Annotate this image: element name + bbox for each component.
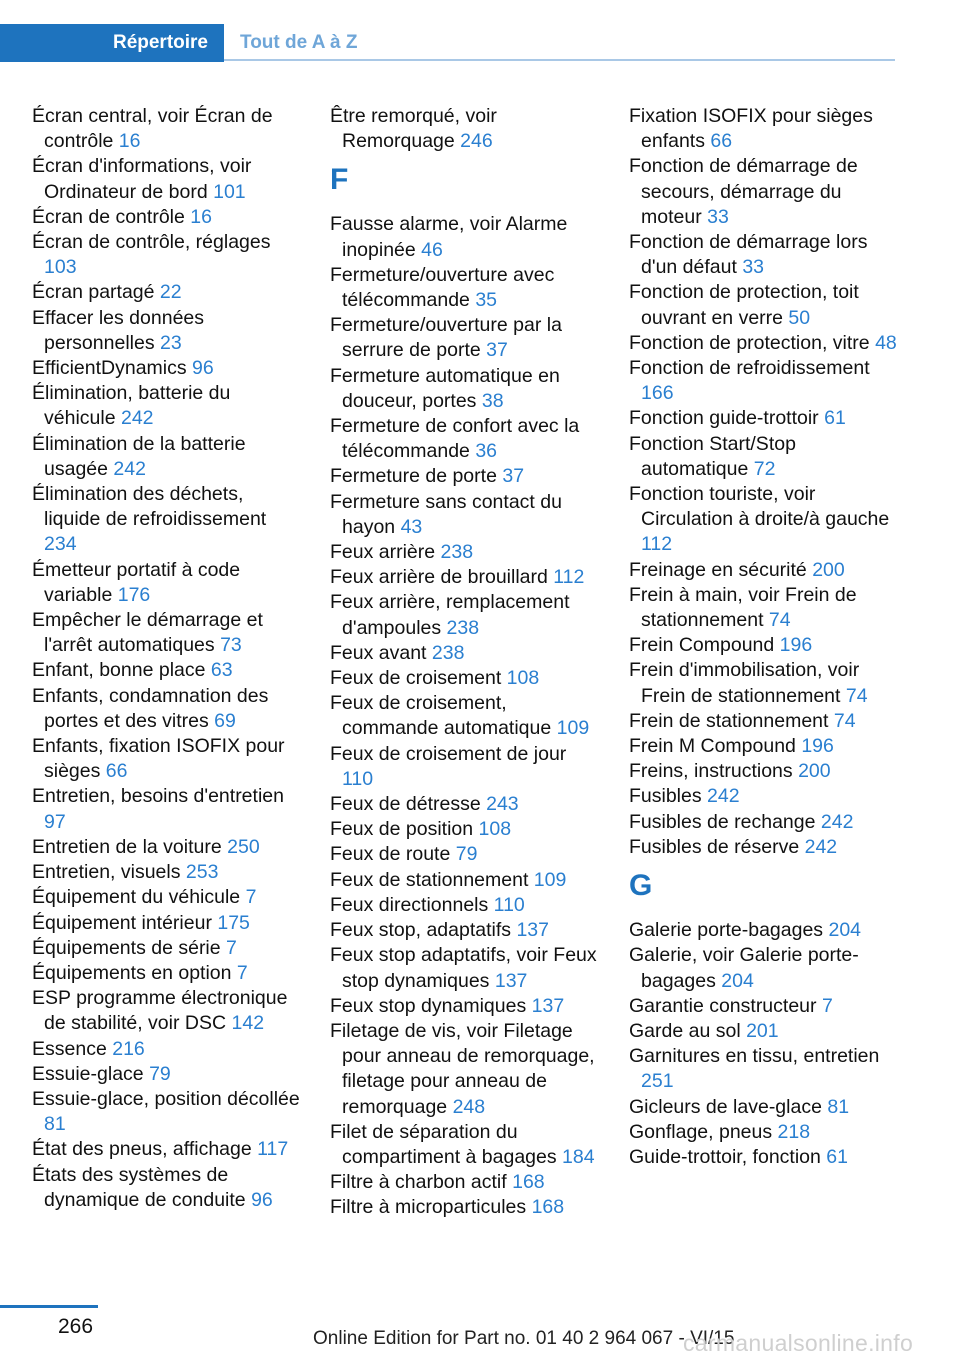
page-link[interactable]: 50 — [788, 306, 811, 329]
page-link[interactable]: 234 — [44, 533, 77, 556]
page-link[interactable]: 242 — [113, 457, 146, 480]
index-entry-text: Équipements en option — [32, 961, 232, 984]
page-link[interactable]: 110 — [493, 893, 525, 916]
index-entry — [629, 658, 901, 708]
page-link[interactable]: 112 — [553, 566, 585, 589]
page-link[interactable]: 97 — [44, 810, 66, 833]
index-entry — [32, 432, 304, 482]
page-link[interactable]: 184 — [562, 1145, 595, 1168]
index-entry — [330, 691, 602, 741]
index-entry — [629, 154, 901, 230]
index-entry — [330, 868, 602, 893]
index-entry — [330, 313, 602, 363]
page-link[interactable]: 79 — [149, 1062, 171, 1085]
page-link[interactable]: 201 — [746, 1019, 779, 1042]
index-entry-text: Entretien de la voiture — [32, 835, 222, 858]
index-entry-text: Garantie constructeur — [629, 994, 817, 1017]
page-link[interactable]: 35 — [475, 289, 498, 312]
index-entry-text: Fermeture/ouverture avec télécommande — [330, 263, 555, 312]
index-entry-text: Filetage de vis, voir Filetage pour anneau de remorquage, filetage pour anneau de remorquage — [330, 1019, 595, 1118]
index-entry — [32, 482, 304, 558]
page-link[interactable]: 96 — [192, 357, 214, 380]
index-entry-text: Frein à main, voir Frein de stationnement — [629, 583, 857, 632]
page-link[interactable]: 101 — [213, 180, 246, 203]
index-entry-text: Garde au sol — [629, 1019, 741, 1042]
index-entry-text: Enfants, fixation ISOFIX pour sièges — [32, 735, 285, 783]
page-link[interactable]: 74 — [833, 709, 856, 732]
index-entry-text: Fonction de protection, vitre — [629, 331, 870, 354]
index-entry-text: Entretien, visuels — [32, 861, 181, 884]
page-link[interactable]: 66 — [710, 130, 733, 153]
index-entry — [330, 414, 602, 464]
index-entry-text: Fonction touriste, voir Circulation à droite/à gauche — [629, 483, 890, 531]
index-entry-text: Fonction de protection, toit ouvrant en verre — [629, 281, 859, 329]
page-link[interactable]: 168 — [531, 1196, 565, 1219]
index-entry — [629, 280, 901, 330]
index-entry-text: Feux arrière, remplacement d'ampoules — [330, 591, 570, 639]
index-entry — [32, 381, 304, 431]
index-entry-text: Gonflage, pneus — [629, 1120, 773, 1143]
page-link[interactable]: 81 — [827, 1095, 850, 1118]
index-entry-text: Garnitures en tissu, entretien — [629, 1045, 880, 1068]
page-link[interactable]: 238 — [431, 641, 465, 664]
page-link[interactable]: 37 — [486, 339, 508, 362]
index-entry-text: Fausse alarme, voir Alarme inopinée — [330, 213, 568, 261]
index-entry-text: Feux de croisement — [330, 667, 502, 690]
index-entry — [32, 230, 304, 280]
page-link[interactable]: 43 — [400, 515, 423, 538]
page-link[interactable]: 137 — [494, 969, 528, 992]
index-entry-text: Écran central, voir Écran de contrôle — [32, 105, 273, 153]
index-column-1 — [32, 104, 304, 1213]
page-link[interactable]: 7 — [821, 994, 833, 1017]
index-entry — [32, 306, 304, 356]
index-entry — [330, 490, 602, 540]
page-link[interactable]: 7 — [226, 936, 237, 959]
page-link[interactable]: 242 — [804, 835, 838, 858]
index-entry-text: Filtre à microparticules — [330, 1196, 527, 1219]
page-number: 266 — [58, 1315, 94, 1338]
index-entry-text: Essence — [32, 1037, 107, 1060]
index-entry — [629, 1019, 901, 1044]
index-entry-text: Essuie-glace, position décollée — [32, 1087, 300, 1110]
page-link[interactable]: 108 — [506, 667, 540, 690]
header-tabbar — [0, 0, 960, 62]
index-entry-text: Fermeture automatique en douceur, portes — [330, 364, 560, 412]
index-entry-text: Feux directionnels — [330, 893, 489, 916]
index-entry — [330, 742, 602, 792]
index-entry-text: Équipements de série — [32, 936, 221, 959]
index-entry — [330, 464, 602, 489]
index-entry-text: Guide-trottoir, fonction — [629, 1145, 821, 1168]
index-entry-text: EfficientDynamics — [32, 357, 187, 380]
index-entry-text: Fixation ISOFIX pour sièges enfants — [629, 105, 873, 153]
index-entry-text: Fermeture de confort avec la télécommande — [330, 415, 580, 463]
index-entry — [629, 583, 901, 633]
index-entry — [330, 263, 602, 313]
page-link[interactable]: 112 — [641, 533, 673, 556]
index-entry-text: Feux avant — [330, 641, 427, 664]
index-entry — [330, 590, 602, 640]
page-link[interactable]: 74 — [768, 609, 791, 632]
index-entry-text: Fonction de démarrage de secours, démarrage du moteur — [629, 155, 858, 228]
index-entry-text: Frein Compound — [629, 634, 775, 657]
index-entry — [629, 994, 901, 1019]
index-entry-text: Freins, instructions — [629, 760, 793, 783]
index-entry-text: Feux de détresse — [330, 793, 481, 816]
page-link[interactable]: 218 — [777, 1120, 811, 1143]
index-entry — [32, 1062, 304, 1087]
page-link[interactable]: 7 — [236, 961, 248, 984]
page-link[interactable]: 37 — [502, 465, 525, 488]
page-link[interactable]: 103 — [44, 256, 77, 279]
index-entry-text: Feux de croisement, commande automatique — [330, 692, 552, 740]
page-link[interactable]: 204 — [828, 919, 862, 942]
page-link[interactable]: 110 — [342, 767, 374, 790]
page-link[interactable]: 96 — [251, 1188, 273, 1211]
index-entry-text: Galerie porte-bagages — [629, 919, 824, 942]
index-entry — [330, 943, 602, 993]
index-entry — [32, 558, 304, 608]
page-link[interactable]: 16 — [118, 130, 141, 153]
index-entry-text: Filtre à charbon actif — [330, 1171, 507, 1194]
page-link[interactable]: 66 — [105, 760, 128, 783]
index-entry — [330, 212, 602, 262]
page-link[interactable]: 216 — [112, 1037, 145, 1060]
page-link[interactable]: 108 — [478, 818, 512, 841]
index-entry-text: Élimination des déchets, liquide de refroidissement — [32, 483, 267, 531]
index-entry — [330, 666, 602, 691]
page-link[interactable]: 248 — [452, 1095, 486, 1118]
index-entry — [629, 633, 901, 658]
index-entry-text: Feux arrière — [330, 541, 436, 564]
page-link[interactable]: 238 — [446, 616, 480, 639]
index-entry-text: ESP programme électronique de stabilité, voir DSC — [32, 987, 288, 1035]
index-entry — [32, 860, 304, 885]
page-link[interactable]: 69 — [214, 709, 236, 732]
index-entry — [629, 230, 901, 280]
index-entry — [32, 961, 304, 986]
index-entry — [629, 432, 901, 482]
page-link[interactable]: 137 — [516, 919, 549, 942]
tab-repertoire[interactable]: Répertoire — [0, 24, 224, 62]
tab-tout-de-a-a-z[interactable]: Tout de A à Z — [240, 32, 358, 53]
index-entry-text: Feux arrière de brouillard — [330, 566, 548, 589]
index-entry — [330, 792, 602, 817]
index-entry — [629, 1044, 901, 1094]
index-entry — [330, 918, 602, 943]
index-entry-text: Élimination, batterie du véhicule — [32, 382, 231, 430]
index-entry-text: Équipement du véhicule — [32, 886, 241, 909]
index-entry-text: Enfants, condamnation des portes et des vitres — [32, 684, 269, 732]
index-entry — [629, 734, 901, 759]
page-link[interactable]: 242 — [707, 785, 740, 808]
index-entry-text: Écran de contrôle — [32, 205, 185, 228]
page-link[interactable]: 36 — [475, 440, 498, 463]
index-entry-text: Être remorqué, voir Remorquage — [330, 105, 497, 153]
index-entry — [32, 280, 304, 305]
page-link[interactable]: 196 — [779, 634, 813, 657]
index-column-3 — [629, 104, 901, 1170]
index-entry — [32, 1137, 304, 1162]
edition-footer: Online Edition for Part no. 01 40 2 964 067 - VI/15 — [313, 1328, 735, 1349]
page-link[interactable]: 48 — [875, 331, 897, 354]
watermark: carmanualsonline.info — [683, 1330, 914, 1356]
index-entry-text: Feux stop adaptatifs, voir Feux stop dynamiques — [330, 944, 597, 992]
page-link[interactable]: 23 — [160, 331, 182, 354]
index-entry-text: Frein d'immobilisation, voir Frein de stationnement — [629, 659, 860, 707]
index-entry-text: Fusibles de réserve — [629, 835, 800, 858]
page-link[interactable]: 196 — [801, 735, 834, 758]
page-link[interactable]: 238 — [440, 541, 474, 564]
index-entry-text: Galerie, voir Galerie porte-bagages — [629, 944, 859, 992]
index-entry-text: Fermeture/ouverture par la serrure de porte — [330, 314, 562, 362]
index-entry — [330, 893, 602, 918]
page-link[interactable]: 22 — [159, 281, 182, 304]
index-entry — [629, 356, 901, 406]
index-entry — [629, 482, 901, 558]
index-entry-text: Entretien, besoins d'entretien — [32, 785, 284, 808]
page-link[interactable]: 166 — [641, 382, 674, 405]
page-link[interactable]: 33 — [742, 256, 765, 279]
page-link[interactable]: 243 — [486, 793, 519, 816]
index-entry-text: Feux de stationnement — [330, 868, 529, 891]
page-number-rule — [0, 1305, 98, 1308]
index-entry-text: Freinage en sécurité — [629, 558, 807, 581]
index-entry — [330, 364, 602, 414]
index-entry-text: Essuie-glace — [32, 1062, 144, 1085]
page-link[interactable]: 242 — [120, 407, 154, 430]
index-entry — [32, 684, 304, 734]
index-entry — [629, 759, 901, 784]
index-entry-text: Enfant, bonne place — [32, 659, 206, 682]
index-entry — [330, 1195, 602, 1220]
page-link[interactable]: 250 — [227, 835, 260, 858]
index-entry — [32, 356, 304, 381]
index-entry — [629, 104, 901, 154]
index-entry-text: Émetteur portatif à code variable — [32, 558, 241, 606]
index-entry-text: Feux de route — [330, 843, 451, 866]
page-link[interactable]: 74 — [845, 684, 868, 707]
index-entry-text: Fermeture sans contact du hayon — [330, 490, 562, 538]
page-link[interactable]: 61 — [824, 407, 846, 430]
index-entry-text: Écran d'informations, voir Ordinateur de bord — [32, 155, 252, 203]
index-entry — [330, 565, 602, 590]
index-entry — [32, 1037, 304, 1062]
index-entry — [330, 1019, 602, 1120]
index-entry — [330, 540, 602, 565]
index-entry — [629, 835, 901, 860]
index-entry-text: Fonction de démarrage lors d'un défaut — [629, 231, 868, 279]
index-entry-text: Écran de contrôle, réglages — [32, 231, 271, 254]
index-entry-text: Fusibles — [629, 785, 702, 808]
index-entry — [32, 658, 304, 683]
page-link[interactable]: 73 — [220, 634, 242, 657]
page-link[interactable]: 175 — [217, 911, 250, 934]
index-letter-heading: G — [629, 869, 653, 903]
index-entry-text: Frein de stationnement — [629, 709, 829, 732]
page-link[interactable]: 204 — [721, 969, 754, 992]
index-entry — [330, 104, 602, 154]
index-entry-text: Gicleurs de lave-glace — [629, 1095, 822, 1118]
index-entry — [32, 885, 304, 910]
index-entry — [629, 943, 901, 993]
index-column-2 — [330, 104, 602, 1221]
page-link[interactable]: 7 — [245, 886, 257, 909]
index-entry — [629, 331, 901, 356]
index-entry-text: Feux stop, adaptatifs — [330, 919, 512, 942]
index-entry — [330, 1170, 602, 1195]
index-entry-text: Fonction Start/Stop automatique — [629, 432, 796, 480]
index-entry — [330, 1120, 602, 1170]
page-link[interactable]: 16 — [190, 205, 212, 228]
page-link[interactable]: 117 — [257, 1138, 289, 1161]
index-entry-text: Fusibles de rechange — [629, 810, 816, 833]
index-entry — [32, 734, 304, 784]
page-link[interactable]: 109 — [533, 868, 567, 891]
index-entry-text: Feux de croisement de jour — [330, 742, 567, 765]
page-link[interactable]: 109 — [556, 717, 590, 740]
index-entry — [32, 835, 304, 860]
index-entry — [32, 784, 304, 834]
index-entry — [629, 1095, 901, 1120]
page-link[interactable]: 81 — [44, 1113, 66, 1136]
index-entry — [629, 784, 901, 809]
index-entry — [32, 104, 304, 154]
index-entry — [629, 1120, 901, 1145]
page-link[interactable]: 242 — [820, 810, 854, 833]
page-link[interactable]: 176 — [117, 583, 151, 606]
page-link[interactable]: 72 — [753, 457, 776, 480]
index-entry-text: Fermeture de porte — [330, 465, 497, 488]
index-entry — [330, 842, 602, 867]
page-link[interactable]: 142 — [231, 1012, 265, 1035]
page-link[interactable]: 200 — [812, 558, 845, 581]
index-entry-text: Fonction de refroidissement — [629, 357, 870, 380]
index-entry-text: Filet de séparation du compartiment à bagages — [330, 1120, 557, 1168]
page-link[interactable]: 168 — [512, 1171, 545, 1194]
index-entry-text: Écran partagé — [32, 281, 155, 304]
index-entry — [32, 936, 304, 961]
index-entry — [32, 1087, 304, 1137]
index-letter-heading: F — [330, 163, 349, 197]
index-entry — [629, 810, 901, 835]
index-entry-text: Élimination de la batterie usagée — [32, 432, 246, 480]
index-entry — [32, 1163, 304, 1213]
index-entry-text: Équipement intérieur — [32, 911, 212, 934]
index-entry-text: États des systèmes de dynamique de conduite — [32, 1163, 246, 1211]
page-link[interactable]: 63 — [210, 659, 233, 682]
index-entry — [629, 406, 901, 431]
index-entry-text: Empêcher le démarrage et l'arrêt automatiques — [32, 609, 263, 657]
index-entry — [32, 986, 304, 1036]
page-link[interactable]: 79 — [455, 843, 478, 866]
index-entry — [330, 994, 602, 1019]
page-link[interactable]: 38 — [481, 389, 504, 412]
page-link[interactable]: 253 — [185, 861, 219, 884]
index-entry — [629, 558, 901, 583]
index-entry-text: Fonction guide-trottoir — [629, 407, 819, 430]
page-link[interactable]: 46 — [421, 238, 443, 261]
index-entry — [32, 154, 304, 204]
index-entry — [330, 641, 602, 666]
header-divider — [224, 59, 895, 61]
page-link[interactable]: 137 — [531, 994, 565, 1017]
page-link[interactable]: 251 — [641, 1070, 674, 1093]
page-link[interactable]: 200 — [798, 760, 831, 783]
index-entry-text: État des pneus, affichage — [32, 1138, 252, 1161]
index-entry — [629, 1145, 901, 1170]
index-entry-text: Feux de position — [330, 818, 474, 841]
index-entry-text: Feux stop dynamiques — [330, 994, 527, 1017]
index-entry — [32, 608, 304, 658]
page-link[interactable]: 61 — [826, 1145, 848, 1168]
page-link[interactable]: 33 — [707, 205, 729, 228]
index-entry — [330, 817, 602, 842]
index-entry — [629, 709, 901, 734]
index-entry — [32, 205, 304, 230]
index-entry — [629, 918, 901, 943]
index-entry-text: Effacer les données personnelles — [32, 306, 205, 354]
index-entry — [32, 911, 304, 936]
index-entry-text: Frein M Compound — [629, 735, 796, 758]
page-link[interactable]: 246 — [460, 130, 493, 153]
